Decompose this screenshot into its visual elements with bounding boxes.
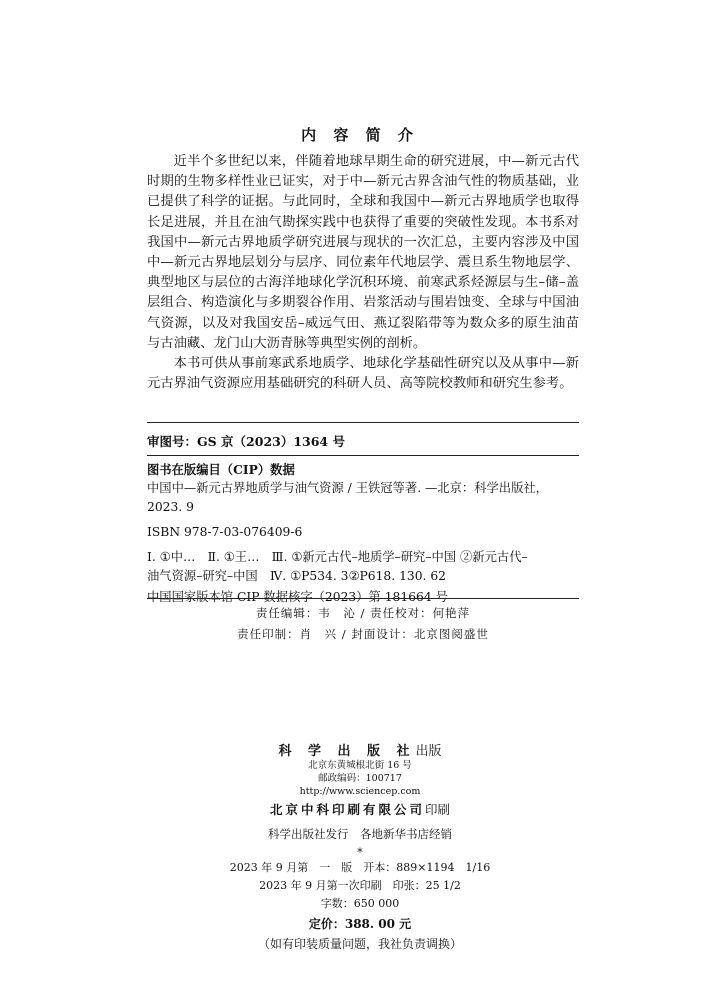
publisher-suffix: 出版 (415, 744, 442, 759)
cip-heading: 图书在版编目（CIP）数据 (147, 462, 295, 477)
cip-record-line: 中国中—新元古界地质学与油气资源 / 王铁冠等著. —北京：科学出版社， (147, 481, 548, 495)
cip-data-number: 中国国家版本馆 CIP 数据核字（2023）第 181664 号 (147, 590, 448, 604)
printer-line (0, 800, 720, 818)
cip-block (147, 460, 579, 607)
cip-record-line: 2023. 9 (147, 500, 194, 514)
printing-line: 2023 年 9 月第一次印刷 印张：25 1/2 (259, 879, 461, 892)
summary-paragraph-2: 本书可供从事前寒武系地质学、地球化学基础性研究以及从事中—新元古界油气资源应用基础研究的科研人员、高等院校教师和研究生参考。 (147, 356, 579, 392)
publisher-website: http://www.sciencep.com (299, 786, 421, 797)
publisher-name: 科 学 出 版 社 (278, 744, 416, 759)
cip-divider (147, 455, 579, 456)
summary-body (147, 152, 579, 394)
price: 定价：388. 00 元 (308, 917, 412, 931)
section-title: 内 容 简 介 (301, 126, 419, 144)
cip-isbn: ISBN 978-7-03-076409-6 (147, 525, 303, 539)
cip-classification-line: Ⅰ. ①中… Ⅱ. ①王… Ⅲ. ①新元古代–地质学–研究–中国 ②新元古代– (147, 550, 528, 564)
edition-line: 2023 年 9 月第 一 版 开本：889×1194 1/16 (229, 861, 491, 874)
map-review-number: 审图号：GS 京（2023）1364 号 (147, 434, 345, 449)
editors-divider (147, 598, 579, 599)
publisher-line (0, 740, 720, 759)
editors-block (147, 603, 579, 645)
cip-classification-line: 油气资源–研究–中国 Ⅳ. ①P534. 3②P618. 130. 62 (147, 569, 447, 583)
editor-credits: 责任编辑：韦 沁 / 责任校对：何艳萍 (255, 606, 471, 620)
publisher-address: 北京东黄城根北街 16 号 (308, 760, 412, 771)
separator-star: * (357, 846, 363, 859)
quality-note: （如有印装质量问题，我社负责调换） (257, 937, 462, 951)
word-count: 字数：650 000 (320, 897, 400, 910)
top-divider (147, 422, 579, 423)
printer-suffix: 印刷 (425, 802, 451, 817)
production-credits: 责任印制：肖 兴 / 封面设计：北京图阅盛世 (237, 627, 489, 641)
summary-paragraph-1: 近半个多世纪以来，伴随着地球早期生命的研究进展，中—新元古代时期的生物多样性业已证实，对于中—新元古界含油气性的物质基础，业已提供了科学的证据。与此同时，全球和我国中—新元古界地质学也取得长足进展，并且在油气勘探实践中也获得了重要的突破性发现。本书系对我国中—新元古界地质学研究进展与现状的一次汇总，主要内容涉及中国中—新元古界地层划分与层序、同位素年代地层学、震旦系生物地层学、典型地区与层位的古海洋地球化学沉积环境、前寒武系烃源层与生–储–盖层组合、构造演化与多期裂谷作用、岩浆活动与围岩蚀变、全球与中国油气资源，以及对我国安岳–威远气田、燕辽裂陷带等为数众多的原生油苗与古油藏、龙门山大沥青脉等典型实例的剖析。 (147, 154, 579, 351)
publisher-postcode: 邮政编码：100717 (318, 773, 402, 784)
printer-name: 北京中科印刷有限公司 (269, 802, 425, 817)
colophon (0, 740, 720, 952)
distribution-line: 科学出版社发行 各地新华书店经销 (268, 827, 452, 841)
